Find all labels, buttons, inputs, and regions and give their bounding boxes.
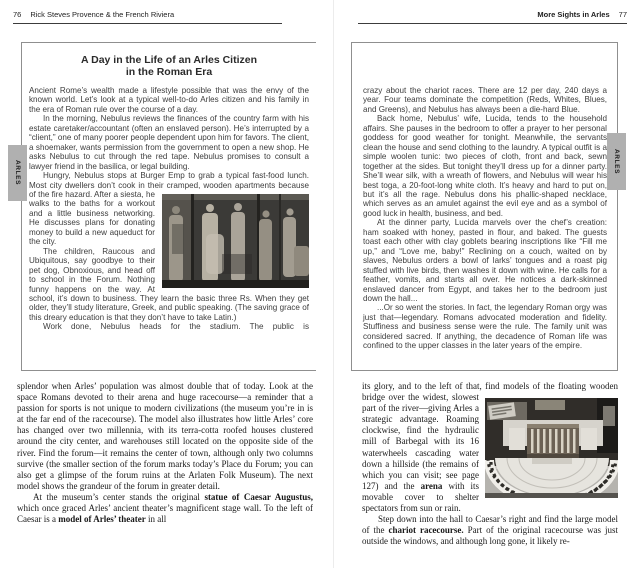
sidebar-paragraph: Ancient Rome’s wealth made a lifestyle possible that was the envy of the known world. Let’s look at a typical well-to-do Arles citizen and his family in the era of Roman rule over the course of a day.	[29, 86, 309, 114]
body-paragraph	[362, 514, 618, 547]
sidebar-paragraph: Work done, Nebulus heads for the stadium. The public is	[43, 322, 309, 332]
body-text: Part of the original racecourse was just outside the windows, and although long gone, it likely re-	[362, 525, 618, 547]
body-text: in all	[145, 514, 167, 525]
body-text: its glory, and to the left of that, find models of the floating wooden	[362, 381, 618, 391]
body-text: which once graced Arles’ ancient theater’s magnificent stage wall. To the left of Caesar is a	[17, 503, 313, 525]
sidebar-paragraph: At the dinner party, Lucida marvels over the chef’s creation: ham soaked with honey, pasted in flour, and baked. The guests toast each other with clay goblets bearing inscriptions like “Fill me up,” and “Love me, baby!” Reclining on a couch, waited on by slaves, Nebulus orders a bowl of larks’ tongues and a roast pig stuffed with live birds, then washes it down with wine. He calls for a feather, vomits, and starts all over. He notices a dark-skinned enslaved dancer from Egypt, and takes her to the bedroom just down the hall...	[363, 218, 607, 303]
bold-term: model of Arles’ theater	[58, 514, 146, 525]
page-header-right	[537, 10, 627, 19]
header-rule-right	[358, 23, 627, 24]
sidebar-title-line2: in the Roman Era	[125, 65, 213, 78]
sidebar-box-right	[351, 42, 618, 371]
sidebar-paragraph	[29, 171, 309, 247]
main-text-right	[362, 381, 618, 564]
theater-model-illustration	[485, 398, 618, 498]
body-text: Step down into the hall to Caesar’s right and find the large model of the	[362, 514, 618, 536]
sidebar-title	[29, 55, 309, 78]
roman-fresco-illustration	[162, 194, 309, 288]
sidebar-paragraph-text: apartments because of the fire hazard. After a siesta, he walks to the baths for a workout and a little business networking. He discusses plans for donating money to build a new aqueduct for the city.	[29, 180, 310, 247]
sidebar-title-line1: A Day in the Life of an Arles Citizen	[81, 54, 257, 66]
page-spine-divider	[333, 0, 334, 568]
bold-term: chariot racecourse.	[388, 525, 464, 536]
bold-term: statue of Caesar Augustus,	[204, 491, 313, 502]
body-text: bridge over the widest, slowest part of the river—giving Arles a strategic advantage. Roaming clockwise, find the hydraulic mill of Barbegal with its 16 waterwheels cascading water down a hillside (the remains of which you can visit; see page 127) and the	[362, 392, 479, 491]
book-title: Rick Steves Provence & the French Riviera	[30, 10, 175, 19]
main-text-left	[17, 381, 313, 564]
sidebar-paragraph: ...Or so went the stories. In fact, the legendary Roman orgy was just that—legendary. Romans advocated moderation and fidelity. Stuffiness and business sense were the rule. The family unit was considered sacred. If anything, the decadence of Roman life was confined to the upper classes in the later years of the empire.	[363, 303, 607, 351]
page-number-left: 76	[13, 10, 22, 19]
page-header-left	[13, 10, 174, 19]
theater-model-photo	[485, 398, 618, 498]
sidebar-paragraph: Back home, Nebulus’ wife, Lucida, tends to the household affairs. She pauses in the bedroom to offer a prayer to her personal goddess for good weather for tonight. Meanwhile, the servants clean the house and send clothing to the laundry. A typical outfit is a simple woolen tunic: two pieces of cloth, front and back, sewn together at the sides. But tonight they’ll dress up for a dinner party. She’ll wear silk, with a wreath of flowers, and Nebulus will wear his best toga, a 20-foot-long white cloth. It’s heavy and hard to put on, but it’s all the rage. Nebulus dons his phallic-shaped necklace, which serves as an amulet against the evil eye and as a symbol of good luck in health, business, and bed.	[363, 114, 607, 218]
body-paragraph	[362, 381, 618, 514]
body-text: with its movable cover to shelter spectators from sun or rain.	[362, 480, 479, 514]
bold-term: arena	[420, 480, 443, 491]
sidebar-paragraph: crazy about the chariot races. There are 12 per day, 240 days a year. Four teams dominate the competition (Reds, Whites, Blues, and Greens), and Nebulus has always been a die-hard Blue.	[363, 86, 607, 114]
page-number-right: 77	[618, 10, 627, 19]
sidebar-paragraph: The children, Raucous and Ubiquitous, say goodbye to their pet dog, Obnoxious, and head off to school in the Forum. Nothing funny happens on the way. At school, it’s down to business. They learn the basic three Rs. When they get older, they’ll study literature, Greek, and public speaking. (The saving grace of this dreary education is that they don’t have to take Latin.)	[29, 246, 309, 322]
header-rule-left	[13, 23, 282, 24]
body-paragraph	[17, 492, 313, 525]
arles-tab-left: ARLES	[8, 145, 27, 201]
section-title: More Sights in Arles	[537, 10, 610, 19]
sidebar-paragraph-text: Hungry, Nebulus stops at Burger Emp to grab a typical fast-food lunch. Most city dwellers don’t cook in their cramped, wooden	[29, 171, 309, 190]
body-paragraph: splendor when Arles’ population was almost double that of today. Look at the space Romans devoted to their arena and huge racecourse—a reminder that a passion for sports is not unique to modern civilizations (the museum you’re in is at the far end of the racecourse). The model also illustrates how little Arles’ core has changed over two millennia, with its terra-cotta roofed houses clustered around the city center, and warehouses still located on the opposite side of the river. Find the forum—it remains the center of town, although only two columns survive (the smaller section of the forum marks today’s Place du Forum; you can also get a glimpse of the forum ruins at the Arlaten Folk Museum). The next model shows the grandeur of the forum in greater detail.	[17, 381, 313, 491]
sidebar-paragraph: In the morning, Nebulus reviews the finances of the country farm with his estate caretaker/accountant (often an enslaved person). He’s interrupted by a “client,” one of many poorer people dependent upon him for favors. The client, a shoemaker, wants permission from the government to open a new shop. He asks Nebulus to cut through the red tape. Nebulus promises to consult a lawyer friend in the basilica, or legal building.	[29, 114, 309, 171]
body-text: At the museum’s center stands the original	[33, 491, 205, 502]
roman-fresco-photo	[162, 194, 309, 288]
sidebar-box-left	[21, 42, 316, 371]
arles-tab-right: ARLES	[607, 133, 626, 190]
